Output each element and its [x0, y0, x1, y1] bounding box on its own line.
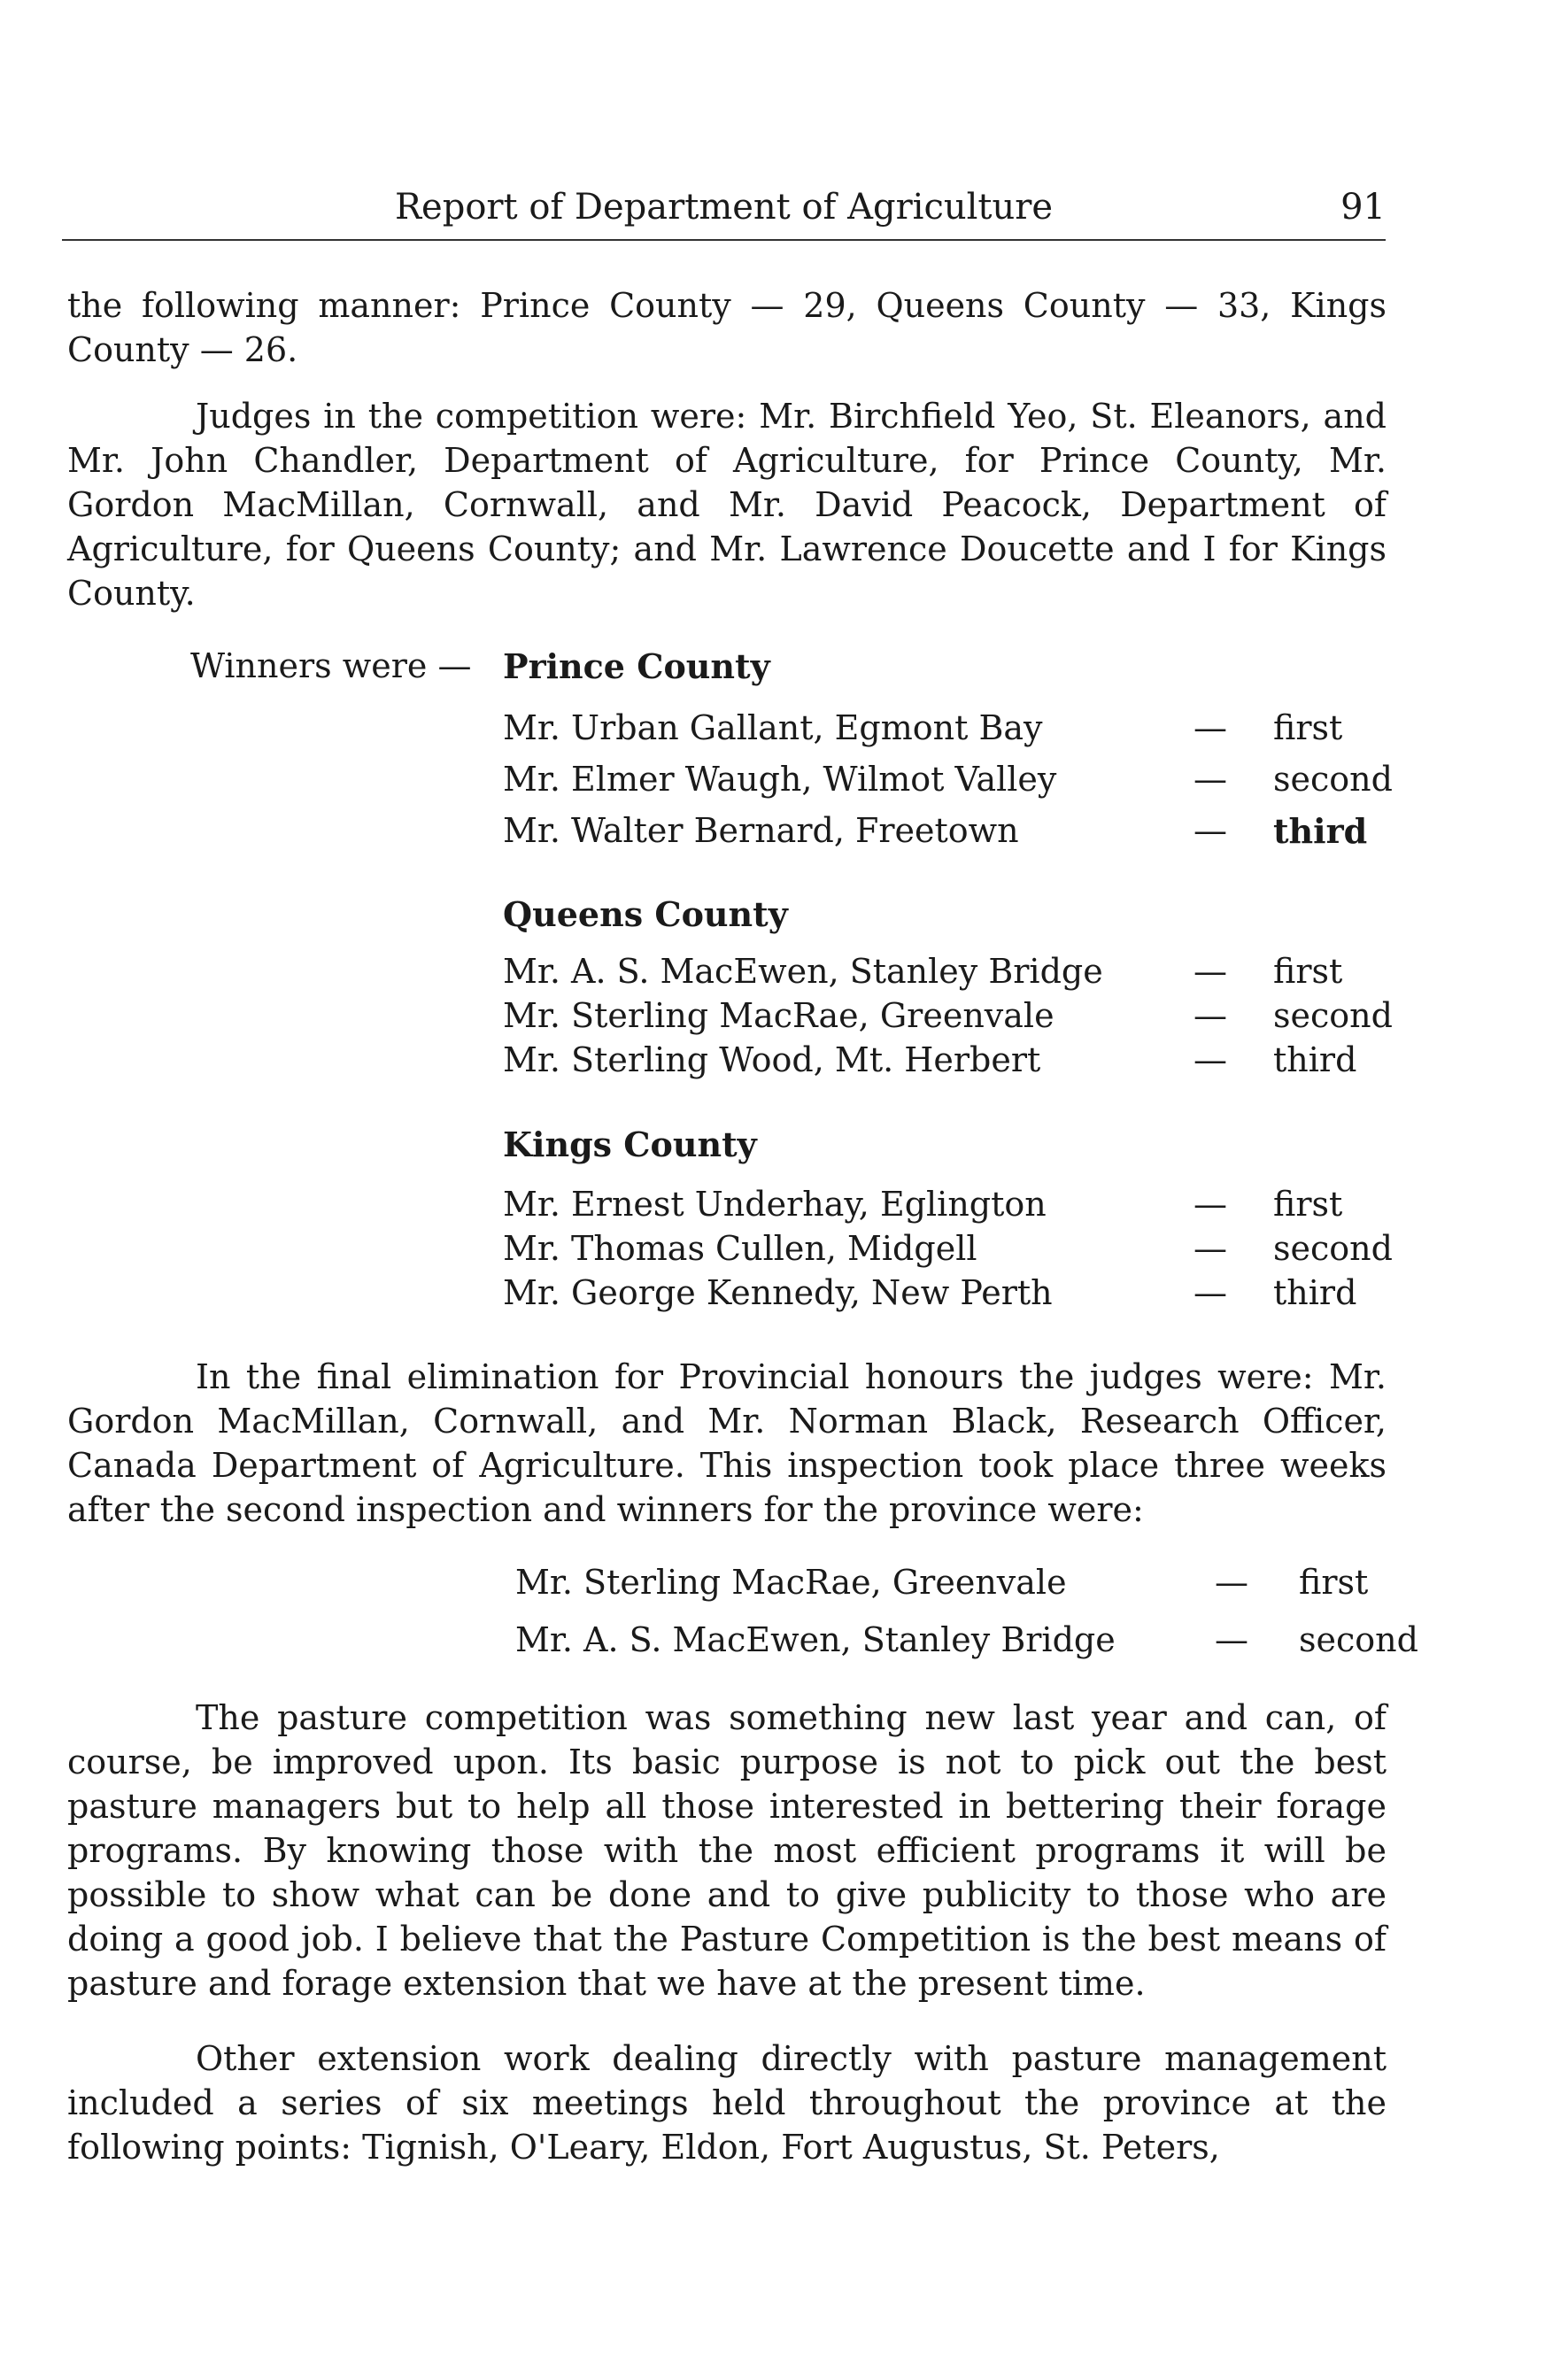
- winner-dash: —: [1194, 952, 1227, 991]
- winner-dash: —: [1194, 1185, 1227, 1224]
- winner-entry: [503, 811, 1388, 855]
- header-rule: [62, 239, 1386, 241]
- winner-name: Mr. George Kennedy, New Perth: [503, 1273, 1053, 1312]
- winner-entry: [503, 1273, 1388, 1318]
- winner-dash: —: [1215, 1563, 1248, 1602]
- winner-place: second: [1273, 1229, 1393, 1268]
- intro-paragraph: the following manner: Prince County — 29, Queens County — 33, Kings County — 26.: [67, 286, 1387, 369]
- winner-name: Mr. Walter Bernard, Freetown: [503, 811, 1019, 850]
- winner-dash: —: [1194, 1040, 1227, 1079]
- winner-entry: [503, 1040, 1388, 1085]
- winner-place: second: [1273, 760, 1393, 799]
- winner-dash: —: [1194, 1229, 1227, 1268]
- winner-place: third: [1273, 1040, 1357, 1079]
- winner-entry: [503, 1185, 1388, 1229]
- pasture-competition-paragraph: The pasture competition was something new last year and can, of course, be improved upon. Its basic purpose is not to pick out the best pasture managers but to help all those interested in bettering their forage programs. By knowing those with the most efficient programs it will be possible to show what can be done and to give publicity to those who are doing a good job. I believe that the Pasture Competition is the best means of pasture and forage extension that we have at the present time.: [67, 1698, 1387, 2003]
- winners-label: Winners were —: [190, 646, 472, 685]
- page-number: 91: [1340, 187, 1386, 228]
- winner-name: Mr. Ernest Underhay, Eglington: [503, 1185, 1047, 1224]
- winner-place: second: [1299, 1620, 1418, 1659]
- running-header: [62, 182, 1386, 235]
- winner-name: Mr. A. S. MacEwen, Stanley Bridge: [515, 1620, 1116, 1659]
- winner-entry: [503, 996, 1393, 1040]
- extension-work-paragraph: Other extension work dealing directly with pasture management included a series of six meetings held throughout the province at the following points: Tignish, O'Leary, Eldon, Fort Augustus, St. Peters,: [67, 2039, 1387, 2167]
- winner-dash: —: [1194, 811, 1227, 850]
- winner-place: third: [1273, 1273, 1357, 1312]
- winner-place: third: [1273, 811, 1368, 851]
- county-heading-kings: Kings County: [503, 1124, 757, 1164]
- winner-name: Mr. Thomas Cullen, Midgell: [503, 1229, 977, 1268]
- final-elimination-paragraph: In the final elimination for Provincial honours the judges were: Mr. Gordon MacMillan, Cornwall, and Mr. Norman Black, Research Officer, Canada Department of Agriculture. This inspection took place three weeks after the second inspection and winners for the province were:: [67, 1357, 1387, 1529]
- winner-entry: [503, 1229, 1393, 1273]
- winner-dash: —: [1194, 760, 1227, 799]
- winner-name: Mr. A. S. MacEwen, Stanley Bridge: [503, 952, 1103, 991]
- winner-name: Mr. Urban Gallant, Egmont Bay: [503, 708, 1043, 747]
- winner-dash: —: [1194, 996, 1227, 1035]
- header-title: Report of Department of Agriculture: [394, 187, 1054, 228]
- provincial-winner-entry: [515, 1563, 1401, 1607]
- winner-dash: —: [1194, 708, 1227, 747]
- winner-entry: [503, 760, 1393, 804]
- county-heading-prince: Prince County: [503, 646, 770, 686]
- judges-paragraph: Judges in the competition were: Mr. Birchfield Yeo, St. Eleanors, and Mr. John Chandler, Department of Agriculture, for Prince County, Mr. Gordon MacMillan, Cornwall, and Mr. David Peacock, Department of Agriculture, for Queens County; and Mr. Lawrence Doucette and I for Kings County.: [67, 397, 1387, 613]
- winner-name: Mr. Sterling MacRae, Greenvale: [515, 1563, 1067, 1602]
- provincial-winner-entry: [515, 1620, 1418, 1665]
- winner-name: Mr. Sterling Wood, Mt. Herbert: [503, 1040, 1041, 1079]
- county-heading-queens: Queens County: [503, 894, 788, 934]
- winner-name: Mr. Sterling MacRae, Greenvale: [503, 996, 1054, 1035]
- winner-entry: [503, 708, 1388, 753]
- winner-place: second: [1273, 996, 1393, 1035]
- winner-place: first: [1273, 708, 1343, 747]
- winner-place: first: [1299, 1563, 1369, 1602]
- winner-dash: —: [1194, 1273, 1227, 1312]
- winner-entry: [503, 952, 1388, 996]
- winner-name: Mr. Elmer Waugh, Wilmot Valley: [503, 760, 1057, 799]
- winner-dash: —: [1215, 1620, 1248, 1659]
- winner-place: first: [1273, 1185, 1343, 1224]
- winner-place: first: [1273, 952, 1343, 991]
